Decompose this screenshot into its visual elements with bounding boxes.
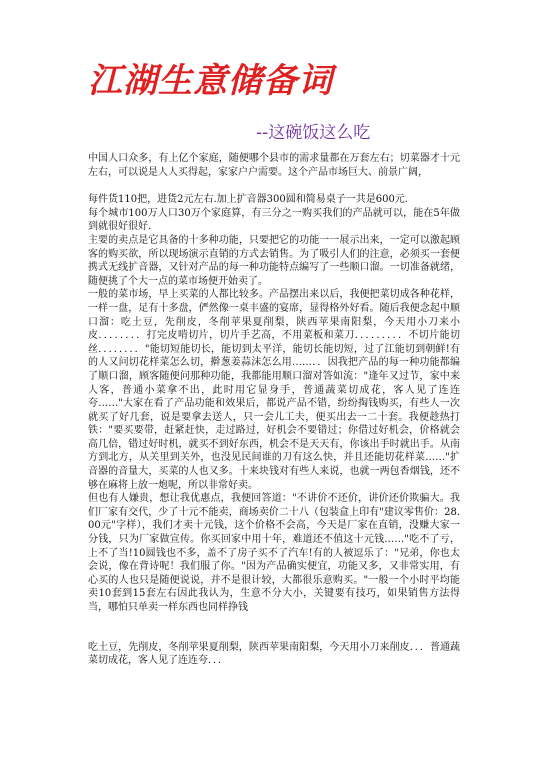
paragraph-cost: 每件货110把，进货2元左右.加上扩音器300圆和简易桌子一共是600元.: [88, 194, 408, 206]
paragraph-market-sales: 一般的菜市场，早上买菜的人都比较多。产品摆出来以后，我便把菜切成各种花样，一样一盘，足有十多盘，俨然像一桌丰盛的宴席，显得格外好看。随后我便念起中顺口溜：吃土豆，先削皮，冬削苹果夏削梨，陕西苹果南阳梨，今天用小刀来小皮．．．．．．．．打完皮啃切片，切片手艺高，不用菜板和菜刀．．．．．．．．．不切片能切丝．．．．．．．．"能切短能切长，能切到太平洋，能切长能切短，过了江能切到朝鲜!有的人又问切花样菜怎么切，擀葱姜蒜沫怎么用……．．因我把产品的每一种功能都编了顺口溜，顾客随便问那种功能，我都能用顺口溜对答如流："逢年又过节，家中来人客，普通小菜拿不出，此时用它显身手，普通蔬菜切成花，客人见了连连夸……"大家在看了产品功能和效果后，都说产品不错，纷纷掏钱购买，有些人一次就买了好几套，说是要拿去送人，只一会儿工夫，便买出去一二十套。我便趁热打铁："要买要带，赶紧赶快，走过路过，好机会不要错过；你借过好机会，价格就会高几倍，错过好时机，就买不到好东西，机会不是天天有，你该出手时就出手。从南方到北方，从关里到关外，也没见民间谁的刀有这么快，并且还能切花样菜……"扩音器的音量大，买菜的人也又多。十来块钱对有些人来说，也就一两包香烟钱，还不够在麻将上放一炮呢，所以非常好卖。: [88, 289, 460, 491]
document-body: [88, 152, 460, 668]
paragraph-intro: 中国人口众多，有上亿个家庭，随便哪个县市的需求量都在万套左右；切菜器才十元左右，可以说是人人买得起，家家户户需要。这个产品市场巨大、前景广阔，: [88, 153, 460, 178]
paragraph-selling-point: 主要的卖点是它具备的十多种功能，只要把它的功能一一展示出来，一定可以激起顾客的购买欲，所以现场演示直销的方式去销售。为了吸引人们的注意，必须买一套便携式无线扩音器，又针对产品的每一种功能特点编写了一些顺口溜。一切准备就绪，随便挑了个大一点的菜市场便开始卖了。: [88, 234, 460, 287]
paragraph-closing-rhyme: 吃土豆，先削皮，冬削苹果夏削梨，陕西苹果南阳梨，今天用小刀来削皮．．．普通蔬菜切成花，客人见了连连夸．．．: [88, 641, 460, 667]
paragraph-gap: [88, 179, 460, 193]
paragraph-gap: [88, 615, 460, 641]
paragraph-bargaining: 但也有人嫌贵，想让我优惠点，我便回答道："不讲价不还价，讲价还价欺骗大。我们厂家有交代，少了十元不能卖，商场卖价二十八（包装盒上印有"建议零售价：28.00元"字样），我们才卖十元钱，这个价格不会高，今天是厂家在直销，没赚大家一分钱，只为厂家做宣传。你买回家中用十年，难道还不值这十元钱……"吃不了亏，上不了当!10圆钱也不多，盖不了房子买不了汽车!有的人被逗乐了："兄弟，你也太会说，像在背诗呢！我们服了你。"因为产品确实便宜，功能又多，又非常实用，有心买的人也只是随便说说，并不是很计较，大都很乐意购买。"一般一个小时平均能卖10套到15套左右因此我认为，生意不分大小，关键要有技巧，如果销售方法得当，哪怕只单卖一样东西也同样挣钱: [88, 493, 460, 613]
document-subtitle: --这碗饭这么吃: [256, 123, 371, 143]
document-title: 江湖生意储备词: [88, 61, 333, 101]
paragraph-market: 每个城市100万人口30万个家庭算，有三分之一购买我们的产品就可以，能在5年做到就很好很好.: [88, 207, 460, 233]
